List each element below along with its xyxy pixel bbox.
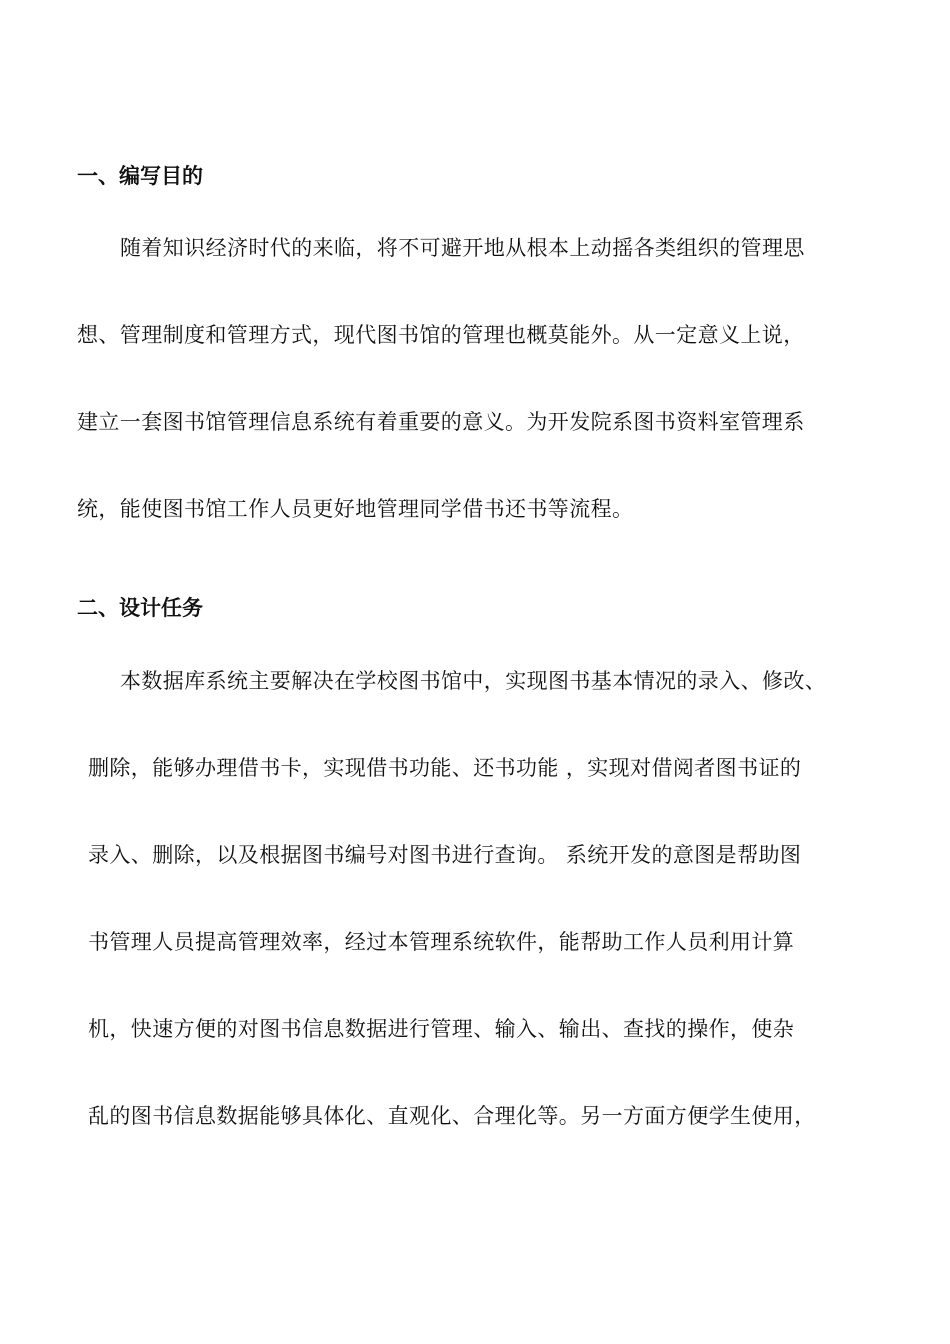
paragraph-line: 书管理人员提高管理效率，经过本管理系统软件，能帮助工作人员利用计算 [88,930,795,954]
section-heading-purpose: 一、编写目的 [77,164,203,188]
paragraph-line: 想、管理制度和管理方式，现代图书馆的管理也概莫能外。从一定意义上说， [77,323,805,347]
paragraph-line: 随着知识经济时代的来临，将不可避开地从根本上动摇各类组织的管理思 [120,236,805,260]
paragraph-line: 删除，能够办理借书卡，实现借书功能、还书功能 ，实现对借阅者图书证的 [88,756,802,780]
paragraph-line: 本数据库系统主要解决在学校图书馆中，实现图书基本情况的录入、修改、 [120,669,827,693]
paragraph-line: 乱的图书信息数据能够具体化、直观化、合理化等。另一方面方便学生使用， [88,1104,816,1128]
paragraph-line: 机，快速方便的对图书信息数据进行管理、输入、输出、查找的操作，使杂 [88,1017,795,1041]
paragraph-line: 建立一套图书馆管理信息系统有着重要的意义。为开发院系图书资料室管理系 [77,410,805,434]
section-heading-design-task: 二、设计任务 [77,596,203,620]
paragraph-line: 统，能使图书馆工作人员更好地管理同学借书还书等流程。 [77,497,634,521]
paragraph-line: 录入、删除，以及根据图书编号对图书进行查询。 系统开发的意图是帮助图 [88,843,802,867]
